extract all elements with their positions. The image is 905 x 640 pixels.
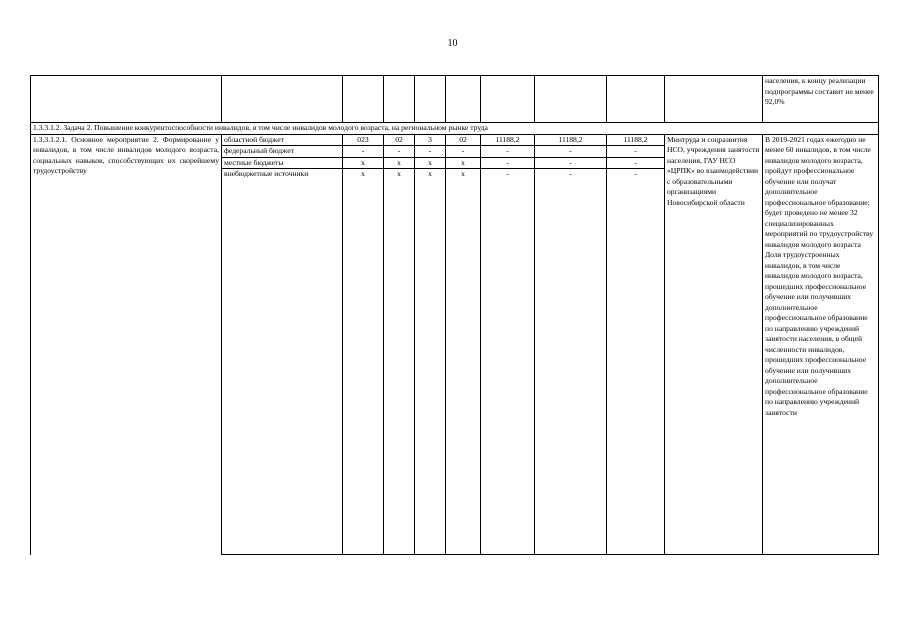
gp-cell: - (415, 146, 446, 158)
funding-source: местные бюджеты (222, 157, 343, 169)
grbs-cell: х (343, 169, 384, 555)
amount-cell: - (481, 157, 535, 169)
executor-cell: Минтруда и соцразвития НСО, учреждения занятости населения, ГАУ НСО «ЦРПК» во взаимодействии с образовательными организациями Новосибирской области (665, 134, 763, 555)
gp-cell: х (415, 169, 446, 555)
amount-cell: 11188,2 (607, 134, 665, 146)
amount-cell: 11188,2 (481, 134, 535, 146)
result-text: В 2019-2021 годах ежегодно не менее 60 инвалидов, в том числе инвалидов молодого возраста, пройдут профессиональное обучение или получат дополнительное профессиональное образование; будет проведено не менее 32 специализированных мероприятий по трудоустройству инвалидов молодого возраста Доля трудоустроенных инвалидов, в том числе инвалидов молодого возраста, прошедших профессиональное обучение или получивших дополнительное профессиональное образование по направлению учреждений занятости населения, в общей численности инвалидов, прошедших профессиональное обучение или получивших дополнительное профессиональное образование по направлению учреждений занятости (765, 134, 874, 417)
funding-source: областной бюджет (222, 134, 343, 146)
amount-cell: - (535, 146, 607, 158)
amount-cell: - (607, 157, 665, 169)
program-table (30, 75, 879, 555)
amount-cell: - (607, 169, 665, 555)
funding-source: федеральный бюджет (222, 146, 343, 158)
rz-cell: 02 (384, 134, 415, 146)
task-header-row (31, 123, 879, 135)
gp-cell: х (415, 157, 446, 169)
om-cell: х (446, 157, 481, 169)
continuation-row (31, 76, 879, 123)
om-cell: 02 (446, 134, 481, 146)
grbs-cell: х (343, 157, 384, 169)
continuation-result-cell: населения, к концу реализации подпрограммы составит не менее 92,0% (763, 76, 879, 123)
result-cell (763, 134, 879, 555)
grbs-cell: 023 (343, 134, 384, 146)
rz-cell: х (384, 157, 415, 169)
rz-cell: - (384, 146, 415, 158)
amount-cell: - (535, 157, 607, 169)
task-header: 1.3.3.1.2. Задача 2. Повышение конкурентоспособности инвалидов, в том числе инвалидов молодого возраста, на региональном рынке труда (31, 123, 879, 135)
table-row (31, 134, 879, 146)
om-cell: х (446, 169, 481, 555)
page-number: 10 (447, 38, 458, 49)
grbs-cell: - (343, 146, 384, 158)
measure-description: 1.3.3.1.2.1. Основное мероприятие 2. Формирование у инвалидов, в том числе инвалидов молодого возраста, социальных навыков, способствующих их скорейшему трудоустройству (31, 134, 222, 555)
amount-cell: - (607, 146, 665, 158)
gp-cell: 3 (415, 134, 446, 146)
funding-source: внебюджетные источники (222, 169, 343, 555)
amount-cell: 11188,2 (535, 134, 607, 146)
om-cell: - (446, 146, 481, 158)
amount-cell: - (481, 146, 535, 158)
amount-cell: - (481, 169, 535, 555)
amount-cell: - (535, 169, 607, 555)
rz-cell: х (384, 169, 415, 555)
